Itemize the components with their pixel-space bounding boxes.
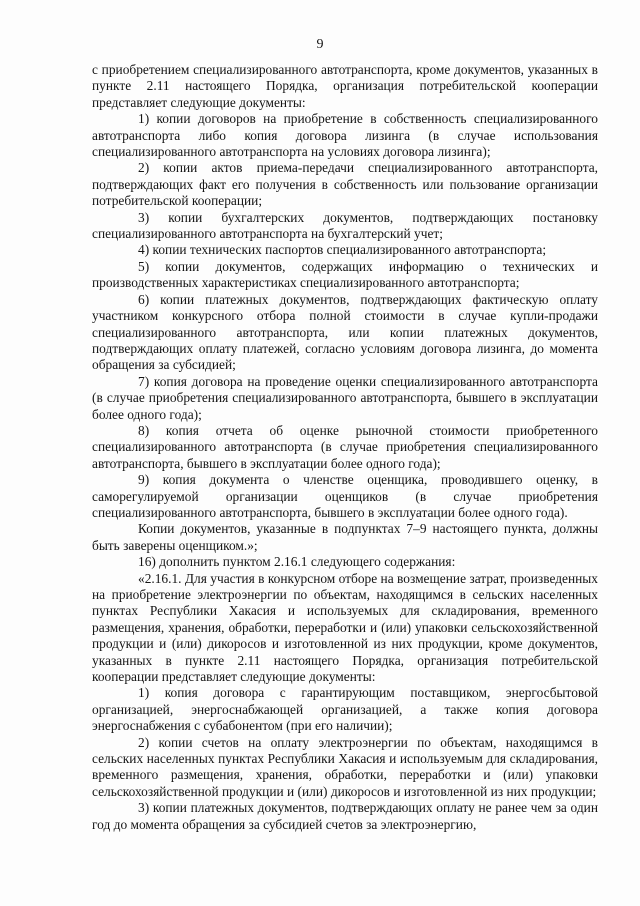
list-item: 4) копии технических паспортов специализированного автотранспорта; <box>138 242 547 258</box>
list-item: 8) копия отчета об оценке рыночной стоимости приобретенного специализированного автотранспорта (в случае приобретения специализированного автотранспорта, бывшего в эксплуатации более одного года); <box>92 422 598 471</box>
list-item: 3) копии бухгалтерских документов, подтверждающих постановку специализированного автотранспорта на бухгалтерский учет; <box>92 209 598 242</box>
list-item: 1) копия договора с гарантирующим поставщиком, энергосбытовой организацией, энергоснабжающей организацией, а также копия договора энергоснабжения с субабонентом (при его наличии); <box>92 685 598 734</box>
list-item: 6) копии платежных документов, подтверждающих фактическую оплату участником конкурсного отбора полной стоимости в случае купли-продажи специализированного автотранспорта, или копии платежных документов, подтверждающих оплату платежей, согласно условиям договора лизинга, до момента обращения за субсидией; <box>92 291 598 373</box>
document-body <box>92 62 598 833</box>
amendment-item: 16) дополнить пунктом 2.16.1 следующего содержания: <box>138 554 456 570</box>
list-item: 5) копии документов, содержащих информацию о технических и производственных характеристиках специализированного автотранспорта; <box>92 258 598 291</box>
paragraph: с приобретением специализированного автотранспорта, кроме документов, указанных в пункте 2.11 настоящего Порядка, организация потребительской кооперации представляет следующие документы: <box>92 62 598 110</box>
paragraph: Копии документов, указанные в подпунктах 7–9 настоящего пункта, должны быть заверены оценщиком.»; <box>92 521 598 553</box>
list-item: 3) копии платежных документов, подтверждающих оплату не ранее чем за один год до момента обращения за субсидией счетов за электроэнергию, <box>92 800 598 832</box>
list-item: 7) копия договора на проведение оценки специализированного автотранспорта (в случае приобретения специализированного автотранспорта, бывшего в эксплуатации более одного года); <box>92 373 598 422</box>
list-item: 1) копии договоров на приобретение в собственность специализированного автотранспорта либо копия договора лизинга (в случае использования специализированного автотранспорта на условиях договора лизинга); <box>92 111 598 160</box>
list-item: 9) копия документа о членстве оценщика, проводившего оценку, в саморегулируемой организации оценщиков (в случае приобретения специализированного автотранспорта, бывшего в эксплуатации более одного года). <box>92 472 598 520</box>
list-item: 2) копии счетов на оплату электроэнергии по объектам, находящимся в сельских населенных пунктах Республики Хакасия и используемым для складирования, временного размещения, хранения, обработки, переработки и (или) упаковки сельскохозяйственной продукции и (или) дикоросов и изготовленной из них продукции; <box>92 734 598 799</box>
paragraph: «2.16.1. Для участия в конкурсном отборе на возмещение затрат, произведенных на приобретение электроэнергии по объектам, находящимся в сельских населенных пунктах Республики Хакасия и используемых для складирования, временного размещения, хранения, обработки, переработки и (или) упаковки сельскохозяйственной продукции и (или) дикоросов и изготовленной из них продукции, кроме документов, указанных в пункте 2.11 настоящего Порядка, организация потребительской кооперации представляет следующие документы: <box>92 570 598 685</box>
page-number: 9 <box>316 37 324 52</box>
list-item: 2) копии актов приема-передачи специализированного автотранспорта, подтверждающих факт его получения в собственность или пользование организации потребительской кооперации; <box>92 160 598 209</box>
